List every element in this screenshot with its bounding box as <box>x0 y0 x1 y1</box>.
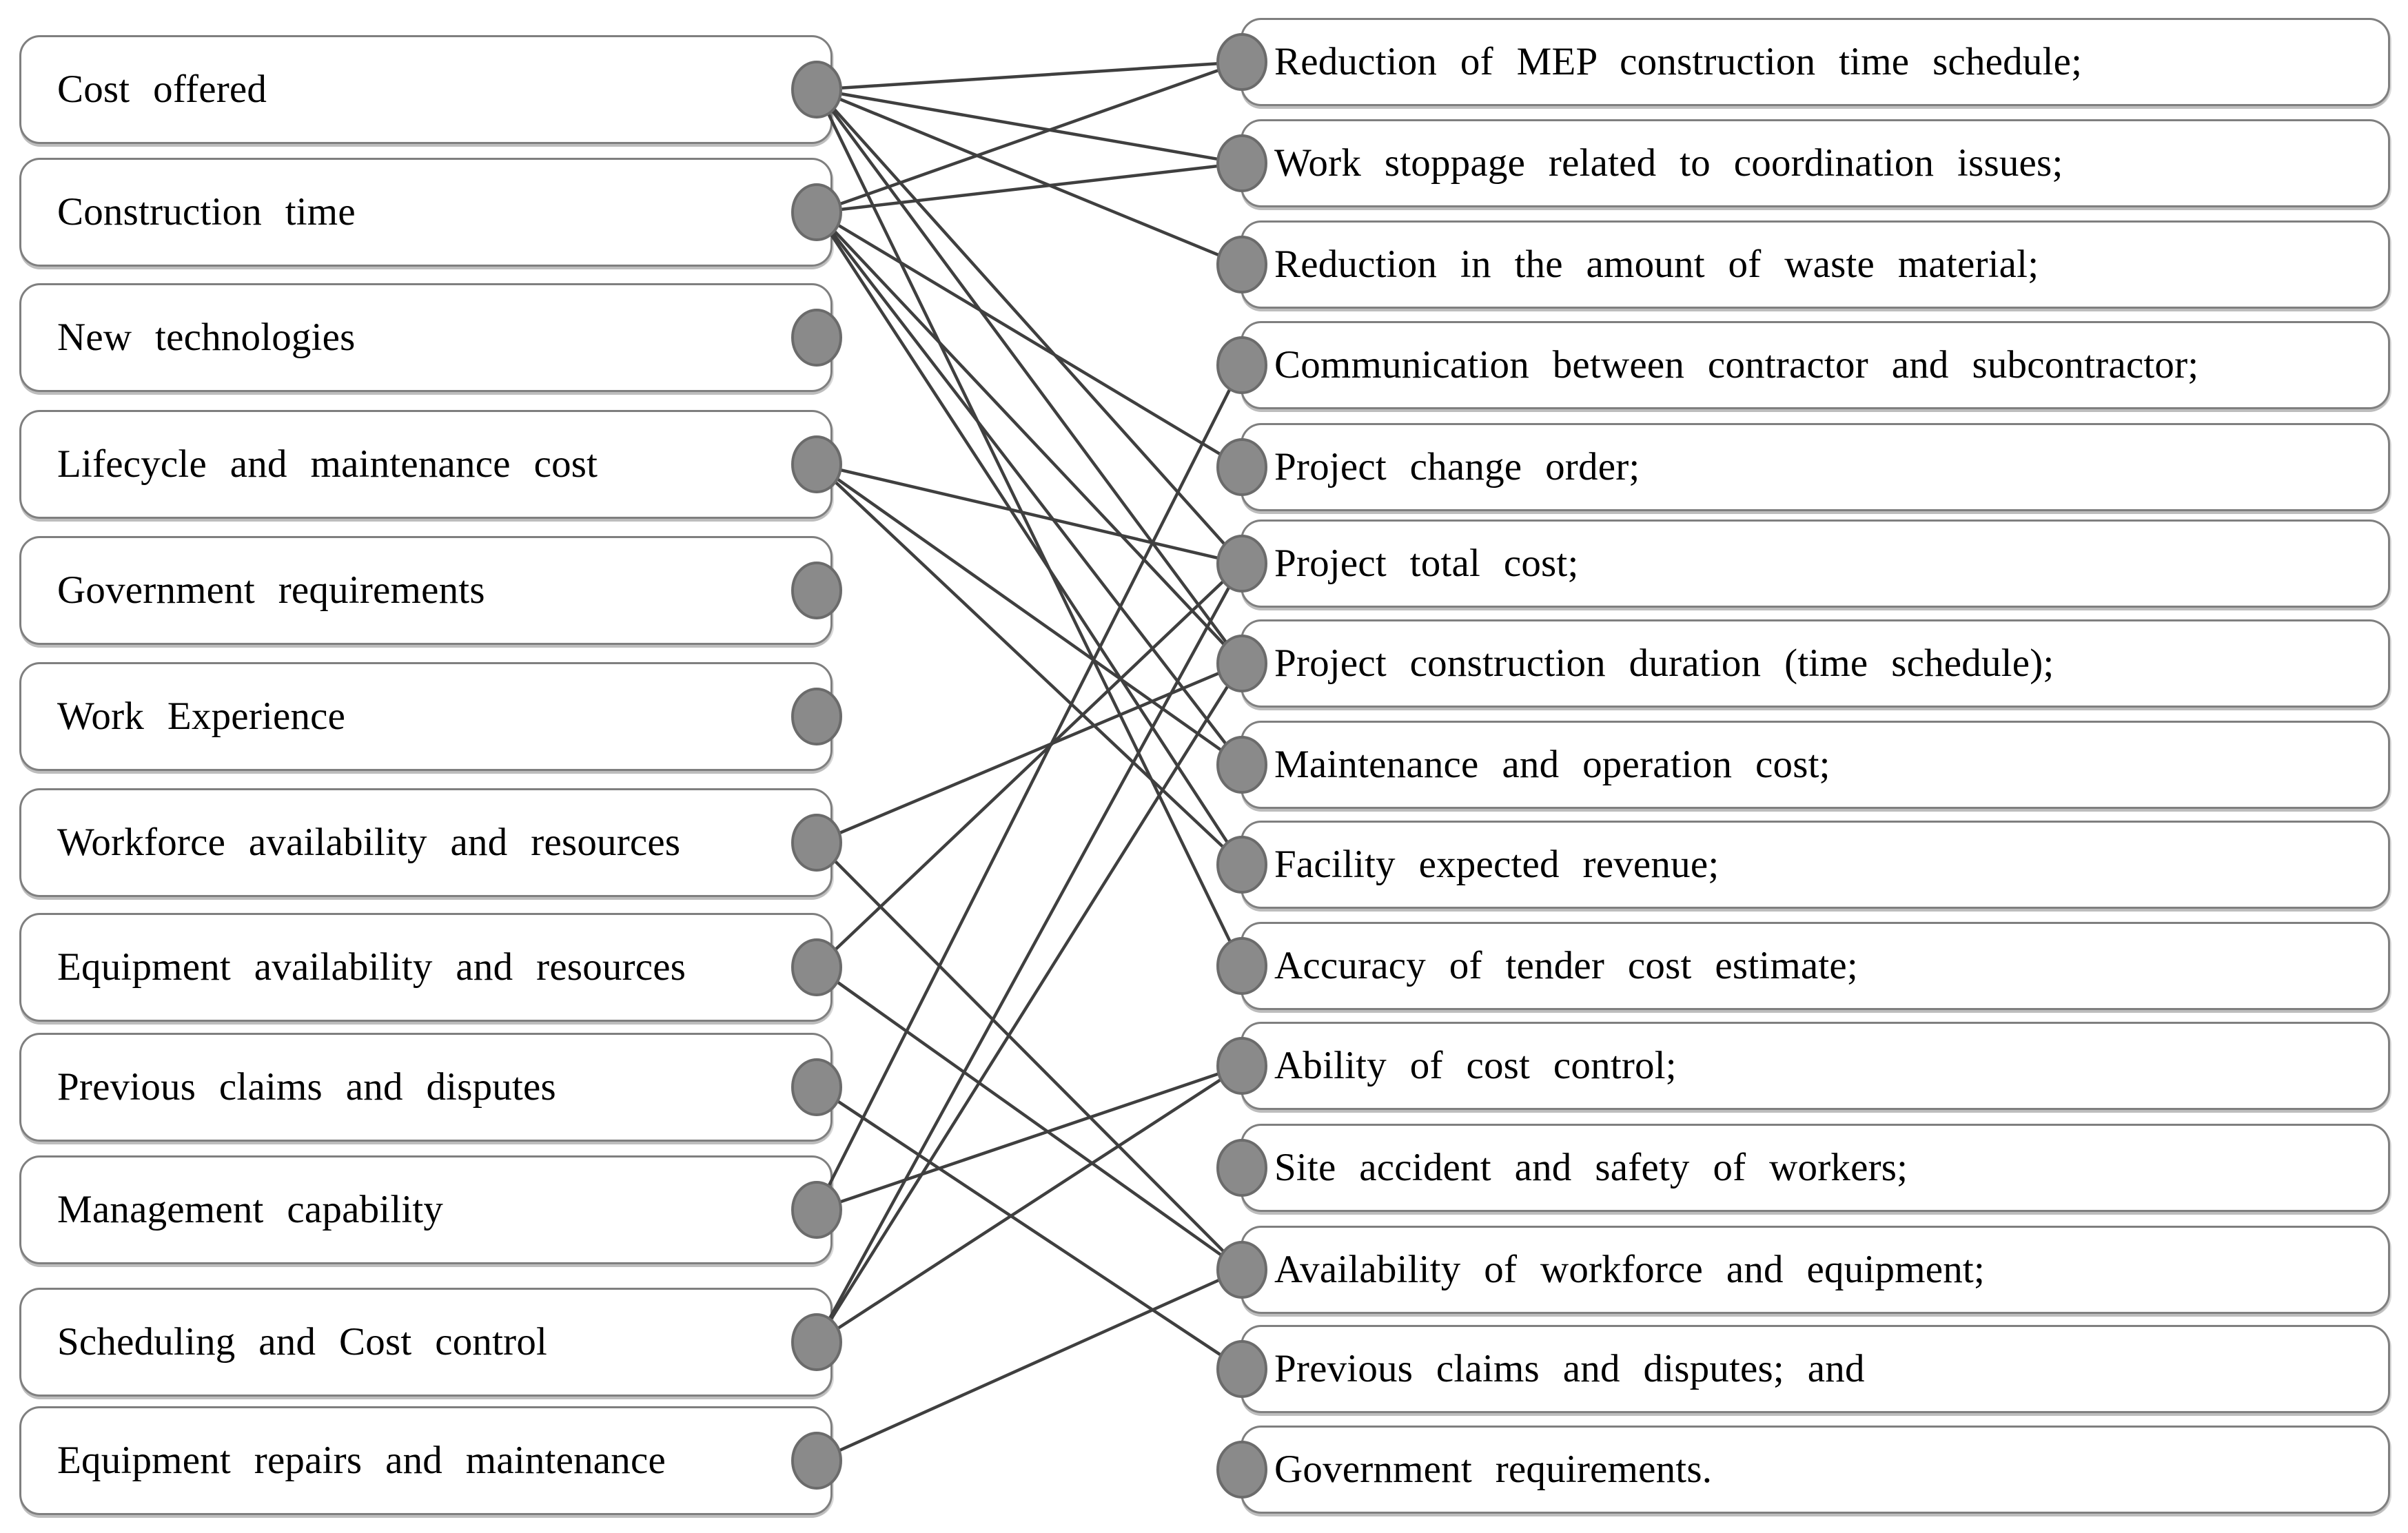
criteria-node-dot <box>793 563 841 618</box>
outcome-node-label: Project construction duration (time schedule); <box>1274 641 2054 686</box>
outcome-node-dot <box>1218 1442 1266 1497</box>
criteria-node-dot <box>793 689 841 744</box>
outcome-node-label: Work stoppage related to coordination issues; <box>1274 141 2063 185</box>
criteria-node-dot <box>793 185 841 240</box>
outcome-node-dot <box>1218 837 1266 892</box>
outcome-node-dot <box>1218 938 1266 994</box>
outcome-node-dot <box>1218 737 1266 792</box>
connector-line <box>817 163 1242 212</box>
criteria-node-label: Scheduling and Cost control <box>57 1320 548 1364</box>
criteria-node-label: Work Experience <box>57 695 346 739</box>
connector-line <box>817 464 1242 765</box>
connector-line <box>817 464 1242 564</box>
outcome-node-label: Site accident and safety of workers; <box>1274 1146 1908 1190</box>
outcome-node-dot <box>1218 136 1266 191</box>
outcome-node-label: Accuracy of tender cost estimate; <box>1274 944 1858 988</box>
criteria-node-dot <box>793 1315 841 1370</box>
criteria-node-label: Workforce availability and resources <box>57 821 681 865</box>
connector-line <box>817 365 1242 1210</box>
outcome-node-label: Government requirements. <box>1274 1448 1713 1492</box>
criteria-node-label: Equipment repairs and maintenance <box>57 1439 666 1483</box>
outcome-node-label: Reduction of MEP construction time schedule; <box>1274 40 2083 84</box>
connector-line <box>817 90 1242 966</box>
criteria-node-label: New technologies <box>57 316 356 360</box>
outcome-node-label: Communication between contractor and subcontractor; <box>1274 343 2199 387</box>
criteria-node-dot <box>793 1182 841 1237</box>
criteria-node-dot <box>793 62 841 117</box>
outcome-node-dot <box>1218 1242 1266 1297</box>
outcome-node-dot <box>1218 1038 1266 1093</box>
connector-line <box>817 663 1242 843</box>
connector-line <box>817 90 1242 163</box>
connector-line <box>817 212 1242 467</box>
criteria-node-label: Previous claims and disputes <box>57 1065 556 1109</box>
criteria-node-label: Equipment availability and resources <box>57 945 686 989</box>
outcome-node-dot <box>1218 1140 1266 1195</box>
outcome-node-dot <box>1218 338 1266 393</box>
criteria-node-label: Lifecycle and maintenance cost <box>57 442 598 486</box>
outcome-node-dot <box>1218 237 1266 292</box>
criteria-node-dot <box>793 940 841 995</box>
outcome-node-label: Previous claims and disputes; and <box>1274 1347 1865 1391</box>
outcome-node-dot <box>1218 636 1266 691</box>
connector-line <box>817 1066 1242 1210</box>
connector-line <box>817 212 1242 663</box>
criteria-node-label: Cost offered <box>57 68 267 112</box>
criteria-node-dot <box>793 815 841 870</box>
criteria-node-label: Management capability <box>57 1188 444 1232</box>
outcome-node-label: Project total cost; <box>1274 542 1579 586</box>
criteria-node-dot <box>793 310 841 365</box>
outcome-node-dot <box>1218 1341 1266 1397</box>
outcome-node-label: Reduction in the amount of waste material; <box>1274 243 2039 287</box>
outcome-node-dot <box>1218 536 1266 591</box>
criteria-node-label: Government requirements <box>57 568 485 613</box>
outcome-node-label: Facility expected revenue; <box>1274 843 1720 887</box>
criteria-node-dot <box>793 437 841 492</box>
connector-line <box>817 1270 1242 1461</box>
criteria-node-dot <box>793 1060 841 1115</box>
criteria-node-label: Construction time <box>57 190 356 234</box>
outcome-node-dot <box>1218 440 1266 495</box>
outcome-node-dot <box>1218 34 1266 90</box>
criteria-node-dot <box>793 1433 841 1488</box>
outcome-node-label: Maintenance and operation cost; <box>1274 743 1830 787</box>
outcome-node-label: Availability of workforce and equipment; <box>1274 1248 1986 1292</box>
outcome-node-label: Ability of cost control; <box>1274 1044 1677 1088</box>
outcome-node-label: Project change order; <box>1274 445 1640 489</box>
